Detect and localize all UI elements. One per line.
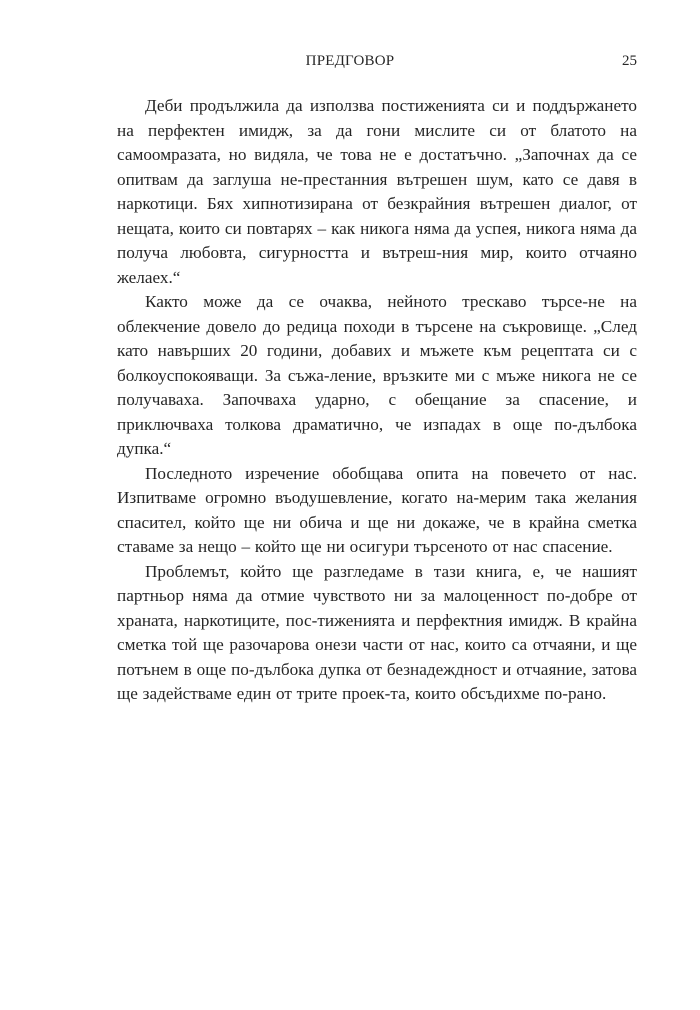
paragraph-3: Последното изречение обобщава опита на повечето от нас. Изпитваме огромно въодушевление, когато на-мерим така желания спасител, който ще ни обича и ще ни докаже, че в крайна сметка ставаме за нещо – който ще ни осигури търсеното от нас спасение. — [117, 463, 637, 556]
paragraph-2: Както може да се очаква, нейното трескаво търсе-не на облекчение довело до редица походи в търсене на съкровище. „След като навърших 20 години, добавих и мъжете към рецептата си с болкоуспокояващи. За съжа-ление, връзките ми с мъже никога не се получаваха. Започваха ударно, с обещание за спасение, и приключваха толкова драматично, че изпадах в още по-дълбока дупка.“ — [117, 292, 637, 458]
running-head-title: ПРЕДГОВОР — [305, 53, 395, 69]
body-text — [117, 94, 637, 707]
paragraph-4: Проблемът, който ще разгледаме в тази книга, е, че нашият партньор няма да отмие чувството ни за малоценност по-добре от храната, наркотиците, пос-тиженията и перфектния имидж. В крайна сметка той ще разочарова онези части от нас, които са отчаяни, и ще потънем в още по-дълбока дупка от безнадеждност и отчаяние, затова ще задействаме един от трите проек-та, които обсъдихме по-рано. — [117, 561, 637, 703]
paragraph-1: Деби продължила да използва постиженията си и поддържането на перфектен имидж, за да гони мислите си от блатото на самоомразата, но видяла, че това не е достатъчно. „Започнах да се опитвам да заглуша не-престанния вътрешен шум, като се давя в наркотици. Бях хипнотизирана от безкрайния вътрешен диалог, от нещата, които си повтарях – как никога няма да успея, никога няма да получа любовта, сигурността и вътреш-ния мир, които отчаяно желаех.“ — [117, 96, 637, 287]
page-number: 25 — [622, 53, 637, 69]
